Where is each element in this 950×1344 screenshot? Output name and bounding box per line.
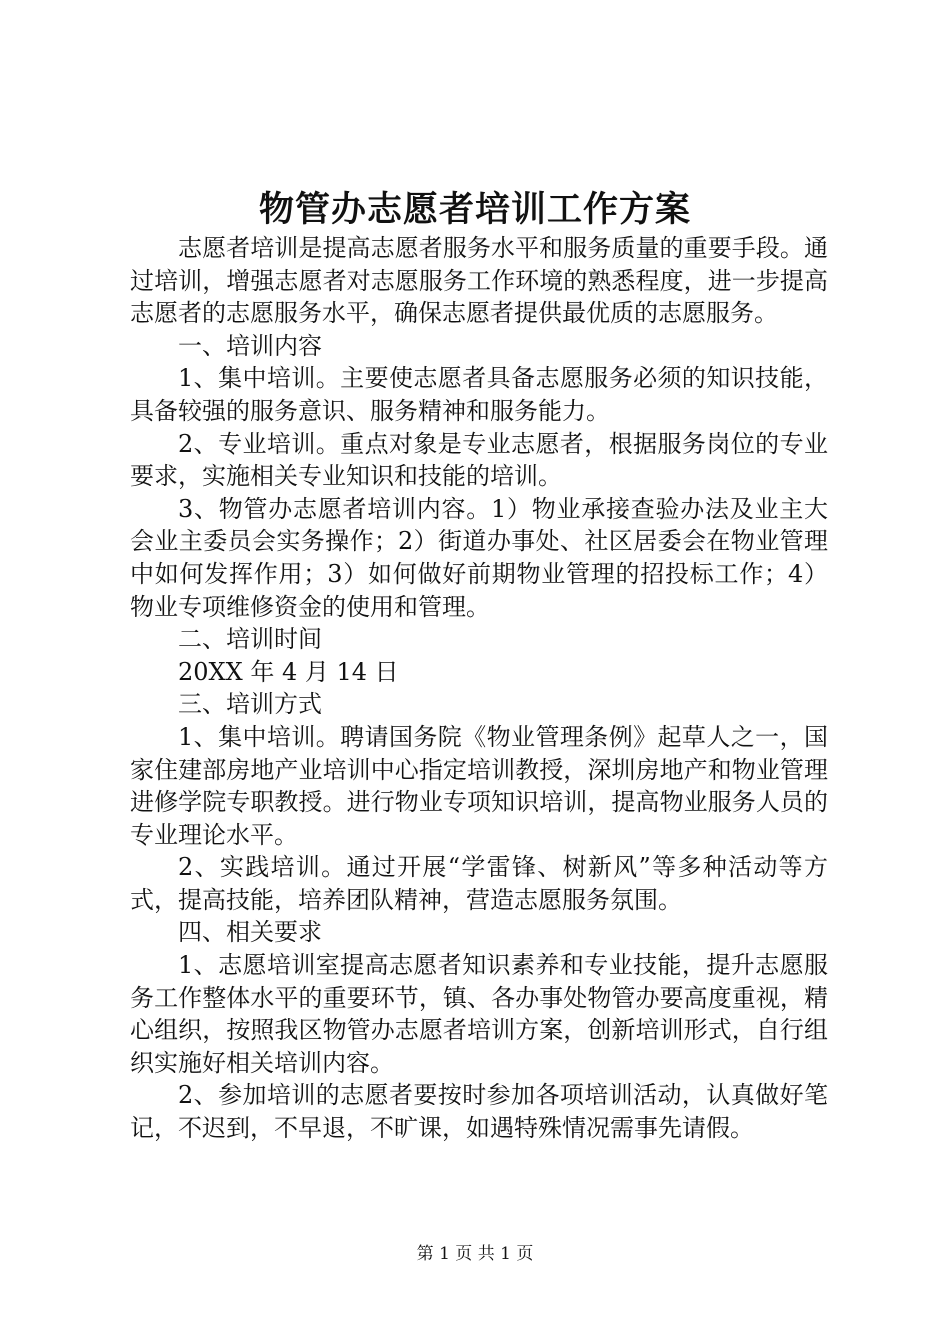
- training-date: 20XX 年 4 月 14 日: [178, 657, 399, 686]
- section-heading-requirements: 四、相关要求: [178, 918, 322, 947]
- document-title: 物管办志愿者培训工作方案: [258, 189, 691, 230]
- paragraph-requirement-2: 2、参加培训的志愿者要按时参加各项培训活动，认真做好笔记，不迟到，不早退，不旷课，如遇特殊情况需事先请假。: [130, 1081, 828, 1143]
- paragraph-training-content-items: 3、物管办志愿者培训内容。1）物业承接查验办法及业主大会业主委员会实务操作；2）街道办事处、社区居委会在物业管理中如何发挥作用；3）如何做好前期物业管理的招投标工作；4）物业专项维修资金的使用和管理。: [130, 494, 828, 621]
- document-body: [130, 232, 828, 1145]
- section-heading-training-time: 二、培训时间: [178, 625, 322, 654]
- section-heading-training-content: 一、培训内容: [178, 331, 322, 360]
- section-heading-training-method: 三、培训方式: [178, 690, 322, 719]
- paragraph-method-centralized: 1、集中培训。聘请国务院《物业管理条例》起草人之一，国家住建部房地产业培训中心指定培训教授，深圳房地产和物业管理进修学院专职教授。进行物业专项知识培训，提高物业服务人员的专业理论水平。: [130, 722, 828, 849]
- paragraph-requirement-1: 1、志愿培训室提高志愿者知识素养和专业技能，提升志愿服务工作整体水平的重要环节，镇、各办事处物管办要高度重视，精心组织，按照我区物管办志愿者培训方案，创新培训形式，自行组织实施好相关培训内容。: [130, 951, 828, 1077]
- paragraph-professional-training: 2、专业培训。重点对象是专业志愿者，根据服务岗位的专业要求，实施相关专业知识和技能的培训。: [130, 429, 828, 491]
- paragraph-method-practice: 2、实践培训。通过开展“学雷锋、树新风”等多种活动等方式，提高技能，培养团队精神，营造志愿服务氛围。: [130, 853, 828, 914]
- page-footer: 第 1 页 共 1 页: [416, 1244, 534, 1264]
- paragraph-centralized-training: 1、集中培训。主要使志愿者具备志愿服务必须的知识技能，具备较强的服务意识、服务精神和服务能力。: [130, 364, 828, 425]
- intro-paragraph: 志愿者培训是提高志愿者服务水平和服务质量的重要手段。通过培训，增强志愿者对志愿服务工作环境的熟悉程度，进一步提高志愿者的志愿服务水平，确保志愿者提供最优质的志愿服务。: [130, 234, 828, 328]
